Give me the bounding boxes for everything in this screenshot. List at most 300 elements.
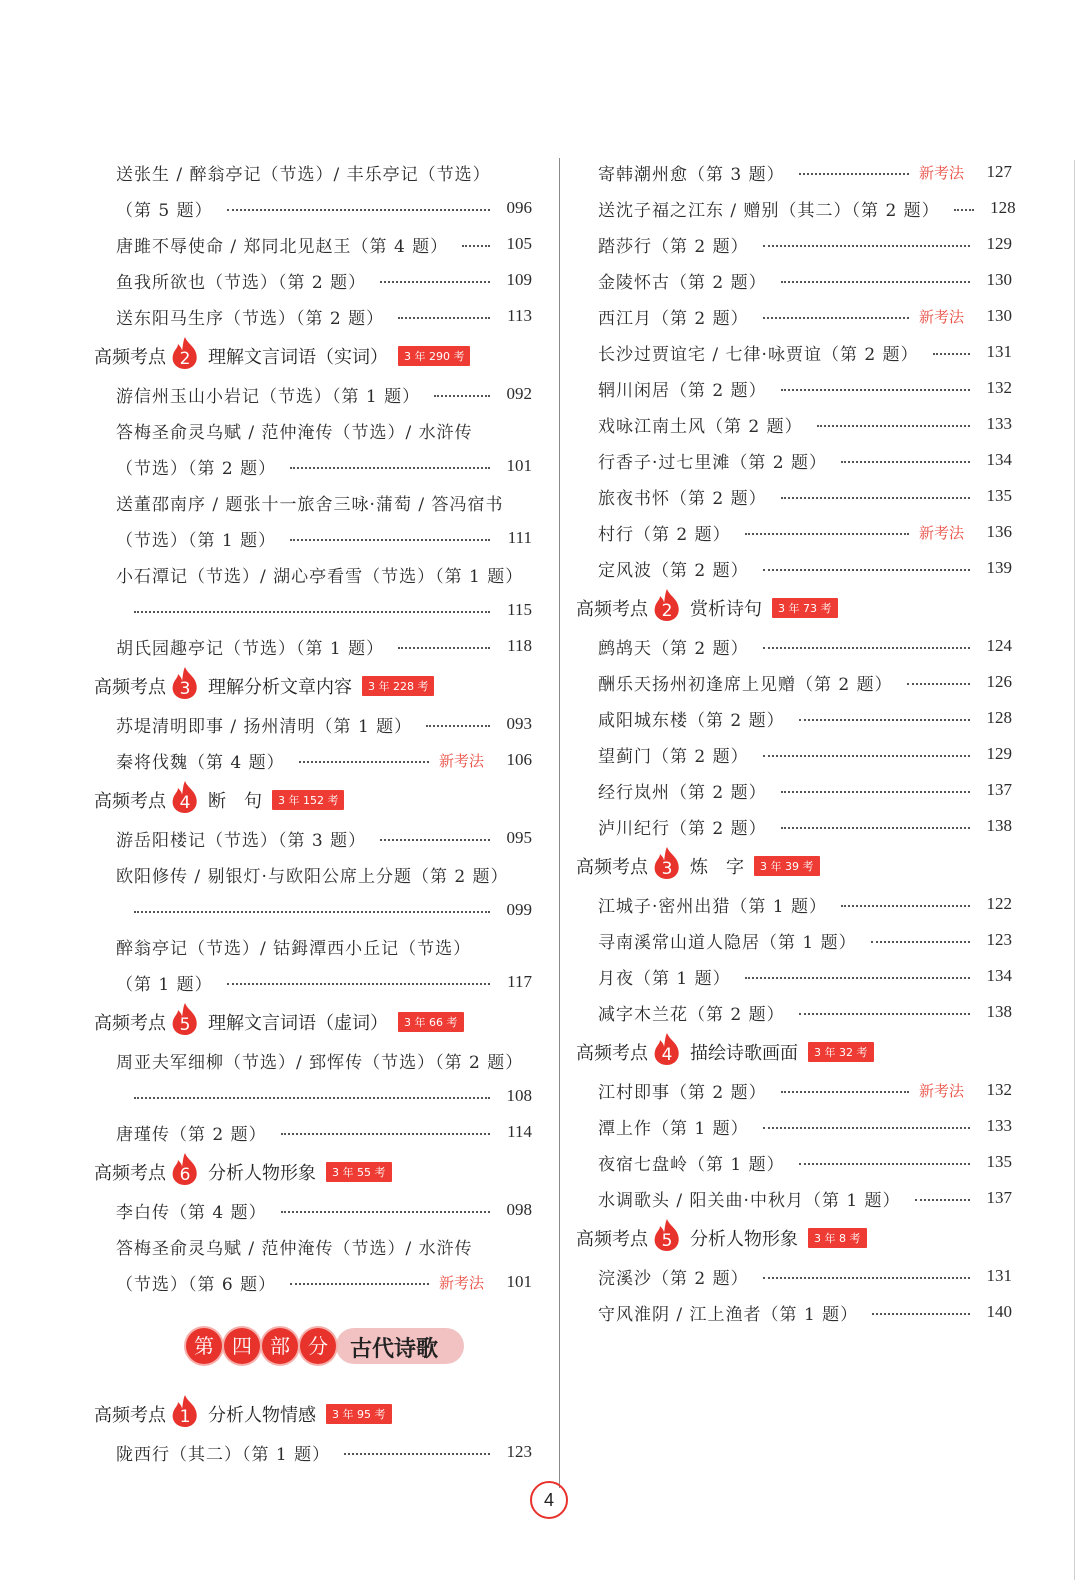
toc-line bbox=[94, 1434, 532, 1470]
toc-line bbox=[94, 1192, 532, 1228]
toc-line bbox=[576, 922, 1012, 958]
dot-leader bbox=[841, 461, 970, 463]
dot-leader bbox=[871, 941, 970, 943]
entry-text: （第 5 题） bbox=[116, 200, 213, 221]
page-ref: 093 bbox=[506, 714, 532, 733]
dot-leader bbox=[398, 317, 490, 319]
section-label: 高频考点 bbox=[576, 1043, 648, 1064]
flame-number-icon bbox=[170, 666, 200, 700]
page-ref: 132 bbox=[986, 378, 1012, 397]
toc-line bbox=[94, 190, 532, 226]
toc-line bbox=[576, 994, 1012, 1030]
toc-line bbox=[94, 1114, 532, 1150]
page-ref: 128 bbox=[990, 198, 1016, 217]
dot-leader bbox=[281, 1133, 490, 1135]
section-header bbox=[576, 1218, 1012, 1258]
entry-text: 戏咏江南土风（第 2 题） bbox=[598, 416, 803, 437]
section-label: 高频考点 bbox=[94, 347, 166, 368]
toc-entry bbox=[94, 298, 532, 334]
flame-number-icon bbox=[170, 336, 200, 370]
toc-line bbox=[576, 406, 1012, 442]
dot-leader bbox=[380, 839, 490, 841]
page-ref: 133 bbox=[986, 1116, 1012, 1135]
column-divider bbox=[559, 158, 560, 1488]
section-number: 4 bbox=[661, 1045, 673, 1065]
page-ref: 123 bbox=[506, 1442, 532, 1461]
entry-text: 村行（第 2 题） bbox=[598, 524, 731, 545]
dot-leader bbox=[781, 281, 970, 283]
entry-text: 江城子·密州出猎（第 1 题） bbox=[598, 896, 828, 917]
entry-text: 秦将伐魏（第 4 题） bbox=[116, 752, 285, 773]
toc-line bbox=[94, 706, 532, 742]
page-ref: 122 bbox=[986, 894, 1012, 913]
toc-entry bbox=[94, 1042, 532, 1114]
page-ref: 117 bbox=[507, 972, 532, 991]
section-header bbox=[94, 336, 532, 376]
section-number: 5 bbox=[661, 1231, 673, 1251]
section-number: 2 bbox=[661, 601, 673, 621]
entry-text: 欧阳修传 / 剔银灯·与欧阳公席上分题（第 2 题） bbox=[116, 866, 509, 887]
toc-line bbox=[576, 1072, 1012, 1108]
section-label: 高频考点 bbox=[94, 791, 166, 812]
toc-line bbox=[576, 958, 1012, 994]
section-title: 炼 字 bbox=[690, 857, 744, 878]
toc-entry bbox=[576, 190, 1016, 226]
part-char-2: 四 bbox=[224, 1328, 260, 1364]
toc-line bbox=[94, 376, 532, 412]
section-title: 理解文言词语（实词） bbox=[208, 347, 388, 368]
entry-text: 鱼我所欲也（节选）（第 2 题） bbox=[116, 272, 367, 293]
toc-line bbox=[94, 1042, 532, 1078]
toc-entry bbox=[94, 1228, 532, 1300]
frequency-badge: 3 年 152 考 bbox=[272, 790, 344, 810]
dot-leader bbox=[745, 533, 909, 535]
dot-leader bbox=[434, 395, 490, 397]
frequency-badge: 3 年 8 考 bbox=[808, 1228, 867, 1248]
toc-entry bbox=[576, 514, 1012, 550]
section-label: 高频考点 bbox=[94, 1405, 166, 1426]
dot-leader bbox=[763, 647, 970, 649]
page-ref: 114 bbox=[507, 1122, 532, 1141]
page-ref: 128 bbox=[986, 708, 1012, 727]
toc-entry bbox=[576, 886, 1012, 922]
entry-text: 游岳阳楼记（节选）（第 3 题） bbox=[116, 830, 367, 851]
toc-line bbox=[94, 1078, 532, 1114]
toc-entry bbox=[576, 664, 1012, 700]
toc-entry bbox=[576, 370, 1012, 406]
toc-entry bbox=[94, 484, 532, 556]
toc-line bbox=[94, 1228, 532, 1264]
section-number: 5 bbox=[179, 1015, 191, 1035]
toc-line bbox=[94, 298, 532, 334]
toc-line bbox=[94, 484, 532, 520]
page-ref: 129 bbox=[986, 744, 1012, 763]
toc-line bbox=[576, 298, 1012, 334]
section-number: 4 bbox=[179, 793, 191, 813]
part-char-1: 第 bbox=[186, 1328, 222, 1364]
section-number: 3 bbox=[661, 859, 673, 879]
section-number: 6 bbox=[179, 1165, 191, 1185]
new-method-badge: 新考法 bbox=[918, 307, 964, 326]
toc-entry bbox=[94, 556, 532, 628]
flame-number-icon bbox=[652, 846, 682, 880]
page-ref: 098 bbox=[506, 1200, 532, 1219]
page-ref: 109 bbox=[506, 270, 532, 289]
section-header bbox=[576, 846, 1012, 886]
section-label: 高频考点 bbox=[94, 1013, 166, 1034]
dot-leader bbox=[841, 905, 970, 907]
toc-entry bbox=[576, 298, 1012, 334]
entry-text: 泸川纪行（第 2 题） bbox=[598, 818, 767, 839]
section-number: 2 bbox=[179, 349, 191, 369]
page-ref: 113 bbox=[507, 306, 532, 325]
dot-leader bbox=[763, 317, 909, 319]
flame-number-icon bbox=[170, 1152, 200, 1186]
toc-line bbox=[94, 1264, 532, 1300]
section-title: 断 句 bbox=[208, 791, 262, 812]
section-label: 高频考点 bbox=[94, 677, 166, 698]
entry-text: 唐瑾传（第 2 题） bbox=[116, 1124, 267, 1145]
toc-entry bbox=[94, 262, 532, 298]
page-ref: 096 bbox=[506, 198, 532, 217]
dot-leader bbox=[781, 791, 970, 793]
part-char-4: 分 bbox=[300, 1328, 336, 1364]
toc-entry bbox=[94, 1192, 532, 1228]
toc-line bbox=[576, 1180, 1012, 1216]
toc-line bbox=[576, 736, 1012, 772]
toc-line bbox=[576, 442, 1012, 478]
page-ref: 127 bbox=[986, 162, 1012, 181]
right-column bbox=[576, 154, 1016, 1330]
toc-line bbox=[94, 892, 532, 928]
page-ref: 129 bbox=[986, 234, 1012, 253]
section-header bbox=[576, 1032, 1012, 1072]
entry-text: 胡氏园趣亭记（节选）（第 1 题） bbox=[116, 638, 385, 659]
entry-text: 送东阳马生序（节选）（第 2 题） bbox=[116, 308, 385, 329]
page-ref: 095 bbox=[506, 828, 532, 847]
entry-text: 江村即事（第 2 题） bbox=[598, 1082, 767, 1103]
new-method-badge: 新考法 bbox=[918, 1081, 964, 1100]
frequency-badge: 3 年 66 考 bbox=[398, 1012, 464, 1032]
toc-line bbox=[576, 808, 1012, 844]
entry-text: 踏莎行（第 2 题） bbox=[598, 236, 749, 257]
dot-leader bbox=[763, 1277, 970, 1279]
part-four-banner bbox=[186, 1323, 466, 1369]
toc-line bbox=[576, 1294, 1012, 1330]
page-ref: 130 bbox=[986, 270, 1012, 289]
toc-entry bbox=[576, 406, 1012, 442]
page-ref: 131 bbox=[986, 342, 1012, 361]
toc-entry bbox=[94, 706, 532, 742]
entry-text: 寄韩潮州愈（第 3 题） bbox=[598, 164, 785, 185]
section-label: 高频考点 bbox=[576, 857, 648, 878]
page-ref: 140 bbox=[986, 1302, 1012, 1321]
dot-leader bbox=[763, 755, 970, 757]
dot-leader bbox=[933, 353, 970, 355]
entry-text: 唐雎不辱使命 / 郑同北见赵王（第 4 题） bbox=[116, 236, 449, 257]
toc-entry bbox=[576, 958, 1012, 994]
toc-line bbox=[576, 1258, 1012, 1294]
toc-line bbox=[576, 664, 1012, 700]
dot-leader bbox=[817, 425, 970, 427]
entry-text: （第 1 题） bbox=[116, 974, 213, 995]
toc-entry bbox=[576, 334, 1012, 370]
entry-text: 潭上作（第 1 题） bbox=[598, 1118, 749, 1139]
page-ref: 135 bbox=[986, 1152, 1012, 1171]
toc-line bbox=[576, 226, 1012, 262]
page-ref: 137 bbox=[986, 1188, 1012, 1207]
dot-leader bbox=[134, 611, 490, 613]
dot-leader bbox=[799, 173, 909, 175]
entry-text: 游信州玉山小岩记（节选）（第 1 题） bbox=[116, 386, 421, 407]
toc-entry bbox=[576, 1072, 1012, 1108]
toc-line bbox=[94, 856, 532, 892]
page-ref: 123 bbox=[986, 930, 1012, 949]
entry-text: 夜宿七盘岭（第 1 题） bbox=[598, 1154, 785, 1175]
left-column bbox=[94, 154, 532, 1300]
entry-text: 鹧鸪天（第 2 题） bbox=[598, 638, 749, 659]
dot-leader bbox=[290, 1283, 429, 1285]
section-label: 高频考点 bbox=[576, 599, 648, 620]
entry-text: 行香子·过七里滩（第 2 题） bbox=[598, 452, 828, 473]
toc-line bbox=[94, 928, 532, 964]
toc-entry bbox=[576, 550, 1012, 586]
page-edge bbox=[1074, 160, 1075, 1580]
toc-line bbox=[576, 370, 1012, 406]
toc-line bbox=[576, 1108, 1012, 1144]
toc-entry bbox=[576, 736, 1012, 772]
page-ref: 138 bbox=[986, 816, 1012, 835]
toc-entry bbox=[576, 154, 1012, 190]
flame-number-icon bbox=[652, 1218, 682, 1252]
section-label: 高频考点 bbox=[94, 1163, 166, 1184]
entry-text: 水调歌头 / 阳关曲·中秋月（第 1 题） bbox=[598, 1190, 901, 1211]
dot-leader bbox=[954, 209, 974, 211]
toc-line bbox=[94, 592, 532, 628]
page-ref: 134 bbox=[986, 966, 1012, 985]
toc-line bbox=[94, 412, 532, 448]
toc-line bbox=[576, 628, 1012, 664]
frequency-badge: 3 年 39 考 bbox=[754, 856, 820, 876]
dot-leader bbox=[299, 761, 429, 763]
section-number: 1 bbox=[179, 1407, 191, 1427]
dot-leader bbox=[763, 1127, 970, 1129]
toc-entry bbox=[576, 922, 1012, 958]
toc-line bbox=[94, 742, 532, 778]
toc-line bbox=[94, 262, 532, 298]
toc-line bbox=[576, 334, 1012, 370]
entry-text: 苏堤清明即事 / 扬州清明（第 1 题） bbox=[116, 716, 413, 737]
dot-leader bbox=[745, 977, 970, 979]
section-header bbox=[94, 1152, 532, 1192]
entry-text: 答梅圣俞灵乌赋 / 范仲淹传（节选）/ 水浒传 bbox=[116, 1238, 473, 1259]
page-ref: 126 bbox=[986, 672, 1012, 691]
entry-text: 定风波（第 2 题） bbox=[598, 560, 749, 581]
toc-line bbox=[576, 772, 1012, 808]
dot-leader bbox=[290, 467, 490, 469]
page-ref: 134 bbox=[986, 450, 1012, 469]
page-ref: 106 bbox=[506, 750, 532, 769]
toc-entry bbox=[576, 1258, 1012, 1294]
section-title: 分析人物形象 bbox=[690, 1229, 798, 1250]
page-ref: 108 bbox=[506, 1086, 532, 1105]
dot-leader bbox=[398, 647, 490, 649]
dot-leader bbox=[134, 1097, 490, 1099]
new-method-badge: 新考法 bbox=[438, 1273, 484, 1292]
entry-text: （节选）（第 6 题） bbox=[116, 1274, 277, 1295]
toc-line bbox=[94, 154, 532, 190]
section-header bbox=[576, 588, 1012, 628]
toc-entry bbox=[576, 478, 1012, 514]
dot-leader bbox=[763, 569, 970, 571]
toc-entry bbox=[576, 628, 1012, 664]
entry-text: 送张生 / 醉翁亭记（节选）/ 丰乐亭记（节选） bbox=[116, 164, 491, 185]
toc-entry bbox=[576, 1108, 1012, 1144]
toc-entry bbox=[576, 994, 1012, 1030]
toc-entry bbox=[576, 772, 1012, 808]
dot-leader bbox=[763, 245, 970, 247]
entry-text: 陇西行（其二）（第 1 题） bbox=[116, 1444, 331, 1465]
toc-entry bbox=[94, 742, 532, 778]
dot-leader bbox=[781, 827, 970, 829]
dot-leader bbox=[426, 725, 490, 727]
page-ref: 118 bbox=[507, 636, 532, 655]
toc-entry bbox=[94, 154, 532, 226]
section-title: 理解文言词语（虚词） bbox=[208, 1013, 388, 1034]
dot-leader bbox=[344, 1453, 490, 1455]
toc-entry bbox=[94, 856, 532, 928]
part-title: 古代诗歌 bbox=[350, 1337, 439, 1362]
left-column-bottom bbox=[94, 1392, 532, 1470]
section-title: 分析人物情感 bbox=[208, 1405, 316, 1426]
page-ref: 124 bbox=[986, 636, 1012, 655]
new-method-badge: 新考法 bbox=[438, 751, 484, 770]
flame-number-icon bbox=[170, 1002, 200, 1036]
frequency-badge: 3 年 95 考 bbox=[326, 1404, 392, 1424]
toc-line bbox=[576, 478, 1012, 514]
page-ref: 137 bbox=[986, 780, 1012, 799]
toc-line bbox=[94, 964, 532, 1000]
frequency-badge: 3 年 55 考 bbox=[326, 1162, 392, 1182]
toc-entry bbox=[576, 1144, 1012, 1180]
dot-leader bbox=[872, 1313, 970, 1315]
toc-line bbox=[576, 154, 1012, 190]
entry-text: 咸阳城东楼（第 2 题） bbox=[598, 710, 785, 731]
entry-text: 寻南溪常山道人隐居（第 1 题） bbox=[598, 932, 857, 953]
section-header bbox=[94, 1002, 532, 1042]
entry-text: 送董邵南序 / 题张十一旅舍三咏·蒲萄 / 答冯宿书 bbox=[116, 494, 504, 515]
dot-leader bbox=[781, 389, 970, 391]
toc-entry bbox=[576, 442, 1012, 478]
page-ref: 101 bbox=[506, 1272, 532, 1291]
toc-line bbox=[576, 1144, 1012, 1180]
toc-line bbox=[576, 262, 1012, 298]
entry-text: （节选）（第 2 题） bbox=[116, 458, 277, 479]
page-ref: 135 bbox=[986, 486, 1012, 505]
entry-text: 醉翁亭记（节选）/ 钴鉧潭西小丘记（节选） bbox=[116, 938, 472, 959]
entry-text: 守风淮阴 / 江上渔者（第 1 题） bbox=[598, 1304, 859, 1325]
toc-line bbox=[94, 448, 532, 484]
page-number: 4 bbox=[530, 1481, 568, 1519]
toc-entry bbox=[94, 820, 532, 856]
toc-line bbox=[94, 628, 532, 664]
entry-text: 酬乐天扬州初逢席上见赠（第 2 题） bbox=[598, 674, 893, 695]
toc-line bbox=[576, 550, 1012, 586]
toc-line bbox=[94, 520, 532, 556]
entry-text: 经行岚州（第 2 题） bbox=[598, 782, 767, 803]
dot-leader bbox=[462, 245, 490, 247]
dot-leader bbox=[907, 683, 970, 685]
toc-line bbox=[94, 556, 532, 592]
page-ref: 105 bbox=[506, 234, 532, 253]
section-title: 理解分析文章内容 bbox=[208, 677, 352, 698]
frequency-badge: 3 年 290 考 bbox=[398, 346, 470, 366]
dot-leader bbox=[781, 1091, 909, 1093]
frequency-badge: 3 年 228 考 bbox=[362, 676, 434, 696]
toc-line bbox=[94, 226, 532, 262]
toc-entry bbox=[94, 628, 532, 664]
dot-leader bbox=[290, 539, 490, 541]
page-ref: 111 bbox=[507, 528, 532, 547]
section-label: 高频考点 bbox=[576, 1229, 648, 1250]
section-title: 描绘诗歌画面 bbox=[690, 1043, 798, 1064]
entry-text: 西江月（第 2 题） bbox=[598, 308, 749, 329]
dot-leader bbox=[915, 1199, 970, 1201]
frequency-badge: 3 年 32 考 bbox=[808, 1042, 874, 1062]
section-header bbox=[94, 666, 532, 706]
flame-number-icon bbox=[170, 1394, 200, 1428]
toc-entry bbox=[94, 1434, 532, 1470]
toc-entry bbox=[576, 262, 1012, 298]
page-ref: 138 bbox=[986, 1002, 1012, 1021]
dot-leader bbox=[281, 1211, 490, 1213]
entry-text: 长沙过贾谊宅 / 七律·咏贾谊（第 2 题） bbox=[598, 344, 919, 365]
dot-leader bbox=[227, 983, 490, 985]
page-ref: 131 bbox=[986, 1266, 1012, 1285]
page-ref: 133 bbox=[986, 414, 1012, 433]
dot-leader bbox=[799, 1163, 970, 1165]
page-ref: 101 bbox=[506, 456, 532, 475]
page-ref: 132 bbox=[986, 1080, 1012, 1099]
entry-text: 减字木兰花（第 2 题） bbox=[598, 1004, 785, 1025]
flame-number-icon bbox=[652, 1032, 682, 1066]
toc-entry bbox=[576, 1180, 1012, 1216]
entry-text: 周亚夫军细柳（节选）/ 郅恽传（节选）（第 2 题） bbox=[116, 1052, 524, 1073]
toc-entry bbox=[576, 226, 1012, 262]
new-method-badge: 新考法 bbox=[918, 523, 964, 542]
dot-leader bbox=[380, 281, 490, 283]
entry-text: 望蓟门（第 2 题） bbox=[598, 746, 749, 767]
toc-line bbox=[576, 514, 1012, 550]
page-ref: 115 bbox=[507, 600, 532, 619]
dot-leader bbox=[799, 719, 970, 721]
page-ref: 130 bbox=[986, 306, 1012, 325]
toc-entry bbox=[94, 226, 532, 262]
entry-text: 月夜（第 1 题） bbox=[598, 968, 731, 989]
entry-text: 送沈子福之江东 / 赠别（其二）（第 2 题） bbox=[598, 200, 940, 221]
toc-entry bbox=[94, 1114, 532, 1150]
flame-number-icon bbox=[170, 780, 200, 814]
part-char-3: 部 bbox=[262, 1328, 298, 1364]
toc-entry bbox=[94, 412, 532, 484]
toc-line bbox=[576, 190, 1016, 226]
entry-text: 小石潭记（节选）/ 湖心亭看雪（节选）（第 1 题） bbox=[116, 566, 524, 587]
entry-text: 金陵怀古（第 2 题） bbox=[598, 272, 767, 293]
page-ref: 139 bbox=[986, 558, 1012, 577]
frequency-badge: 3 年 73 考 bbox=[772, 598, 838, 618]
dot-leader bbox=[781, 497, 970, 499]
entry-text: （节选）（第 1 题） bbox=[116, 530, 277, 551]
